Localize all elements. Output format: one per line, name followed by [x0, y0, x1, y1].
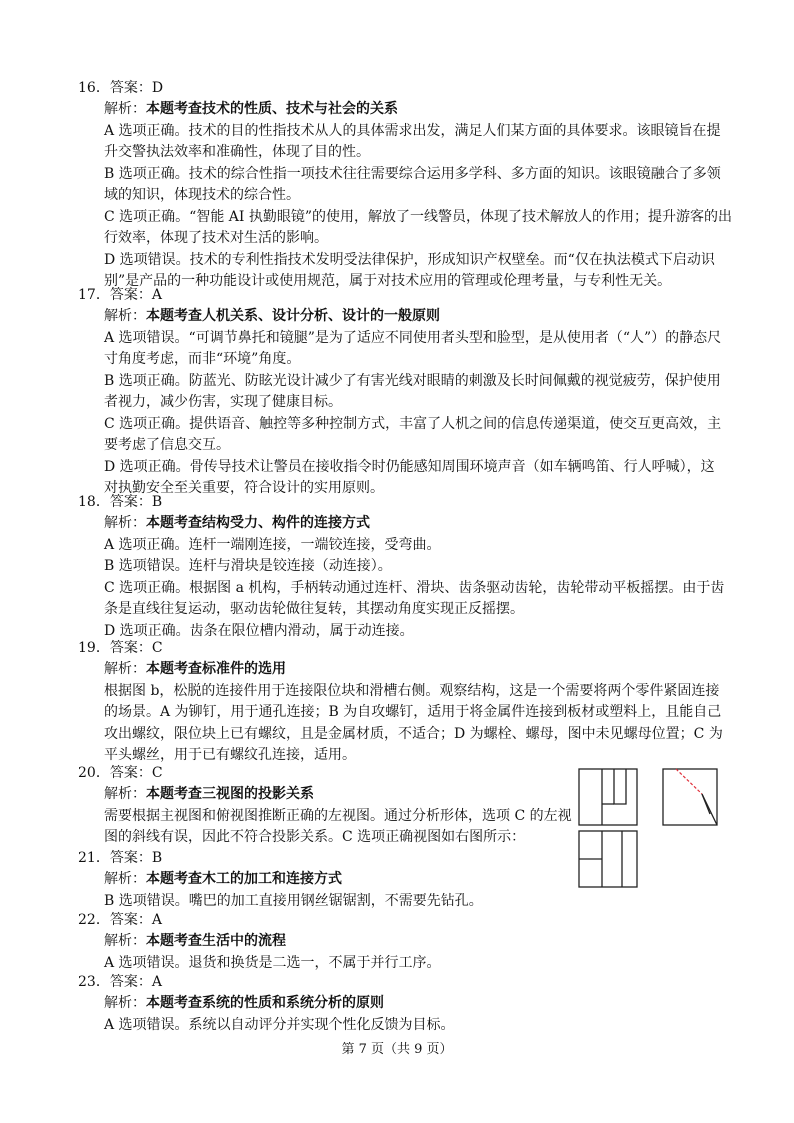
explanation-line: B 选项错误。嘴巴的加工直接用钢丝锯锯割，不需要先钻孔。 [104, 893, 483, 909]
analysis-heading [104, 869, 342, 889]
answer-line: 16．答案：D [78, 80, 164, 96]
explanation-line: 的场景。A 为铆钉，用于通孔连接；B 为自攻螺钉，适用于将金属件连接到板材或塑料上，且能自己 [104, 704, 722, 720]
analysis-prefix: 解析： [104, 661, 146, 677]
analysis-prefix: 解析： [104, 786, 146, 802]
explanation-line: A 选项正确。连杆一端刚连接，一端铰连接，受弯曲。 [104, 537, 441, 553]
analysis-title: 本题考查三视图的投影关系 [146, 786, 314, 802]
explanation-line: 域的知识，体现技术的综合性。 [104, 187, 300, 203]
explanation-line: C 选项正确。提供语音、触控等多种控制方式，丰富了人机之间的信息传递渠道，使交互更高效，主 [104, 416, 722, 432]
explanation-line: 寸角度考虑，而非“环境”角度。 [104, 351, 301, 367]
analysis-title: 本题考查技术的性质、技术与社会的关系 [146, 101, 398, 117]
analysis-heading [104, 784, 314, 804]
analysis-heading [104, 306, 440, 326]
explanation-line: 攻出螺纹，限位块上已有螺纹，且是金属材质，不适合；D 为螺栓、螺母，图中未见螺母位置；C 为 [104, 726, 723, 742]
answer-line: 18．答案：B [78, 494, 163, 510]
analysis-heading [104, 993, 384, 1013]
explanation-line: A 选项错误。退货和换货是二选一，不属于并行工序。 [104, 955, 441, 971]
explanation-line: 别”是产品的一种功能设计或使用规范，属于对技术应用的管理或伦理考量，与专利性无关。 [104, 273, 672, 289]
front-view-drawing [578, 768, 638, 826]
page-footer: 第 7 页（共 9 页） [341, 1042, 453, 1057]
explanation-line: D 选项正确。齿条在限位槽内滑动，属于动连接。 [104, 623, 414, 639]
explanation-line: B 选项正确。技术的综合性指一项技术往往需要综合运用多学科、多方面的知识。该眼镜融合了多领 [104, 166, 721, 182]
answer-line: 21．答案：B [78, 850, 163, 866]
analysis-prefix: 解析： [104, 871, 146, 887]
analysis-prefix: 解析： [104, 515, 146, 531]
analysis-title: 本题考查生活中的流程 [146, 933, 286, 949]
left-view-drawing [662, 768, 718, 826]
answer-line: 20．答案：C [78, 765, 163, 781]
analysis-title: 本题考查系统的性质和系统分析的原则 [146, 995, 384, 1011]
explanation-line: 对执勤安全至关重要，符合设计的实用原则。 [104, 480, 384, 496]
top-view-drawing [578, 830, 638, 888]
analysis-title: 本题考查结构受力、构件的连接方式 [146, 515, 370, 531]
analysis-heading [104, 659, 286, 679]
explanation-line: 升交警执法效率和准确性，体现了目的性。 [104, 144, 370, 160]
explanation-line: C 选项正确。根据图 a 机构，手柄转动通过连杆、滑块、齿条驱动齿轮，齿轮带动平板摇摆。由于齿 [104, 580, 725, 596]
explanation-line: A 选项正确。技术的目的性指技术从人的具体需求出发，满足人们某方面的具体要求。该眼镜旨在提 [104, 123, 721, 139]
analysis-prefix: 解析： [104, 101, 146, 117]
explanation-line: 平头螺丝，用于已有螺纹孔连接，适用。 [104, 747, 356, 763]
explanation-line: 要考虑了信息交互。 [104, 437, 230, 453]
explanation-line: B 选项正确。防蓝光、防眩光设计减少了有害光线对眼睛的刺激及长时间佩戴的视觉疲劳，保护使用 [104, 373, 721, 389]
analysis-prefix: 解析： [104, 995, 146, 1011]
answer-line: 23．答案：A [78, 974, 162, 990]
explanation-line: C 选项正确。“智能 AI 执勤眼镜”的使用，解放了一线警员，体现了技术解放人的作用；提升游客的出 [104, 209, 733, 225]
answer-line: 22．答案：A [78, 912, 162, 928]
analysis-title: 本题考查标准件的选用 [146, 661, 286, 677]
explanation-line: 图的斜线有误，因此不符合投影关系。C 选项正确视图如右图所示： [104, 829, 526, 845]
explanation-line: 行效率，体现了技术对生活的影响。 [104, 230, 328, 246]
explanation-line: 根据图 b，松脱的连接件用于连接限位块和滑槽右侧。观察结构，这是一个需要将两个零件紧固连接 [104, 683, 720, 699]
analysis-prefix: 解析： [104, 933, 146, 949]
explanation-line: 者视力，减少伤害，实现了健康目标。 [104, 394, 342, 410]
explanation-line: D 选项错误。技术的专利性指技术发明受法律保护，形成知识产权壁垒。而“仅在执法模式下启动识 [104, 252, 715, 268]
explanation-line: 需要根据主视图和俯视图推断正确的左视图。通过分析形体，选项 C 的左视 [104, 808, 572, 824]
explanation-line: 条是直线往复运动，驱动齿轮做往复转，其摆动角度实现正反摇摆。 [104, 601, 524, 617]
analysis-prefix: 解析： [104, 308, 146, 324]
explanation-line: B 选项错误。连杆与滑块是铰连接（动连接）。 [104, 558, 392, 574]
analysis-title: 本题考查木工的加工和连接方式 [146, 871, 342, 887]
analysis-heading [104, 99, 398, 119]
analysis-heading [104, 931, 286, 951]
explanation-line: D 选项正确。骨传导技术让警员在接收指令时仍能感知周围环境声音（如车辆鸣笛、行人呼喊），这 [104, 459, 715, 475]
analysis-heading [104, 513, 370, 533]
explanation-line: A 选项错误。“可调节鼻托和镜腿”是为了适应不同使用者头型和脸型，是从使用者（“人”）的静态尺 [104, 330, 722, 346]
analysis-title: 本题考查人机关系、设计分析、设计的一般原则 [146, 308, 440, 324]
answer-line: 17．答案：A [78, 287, 162, 303]
answer-line: 19．答案：C [78, 640, 163, 656]
explanation-line: A 选项错误。系统以自动评分并实现个性化反馈为目标。 [104, 1017, 455, 1033]
